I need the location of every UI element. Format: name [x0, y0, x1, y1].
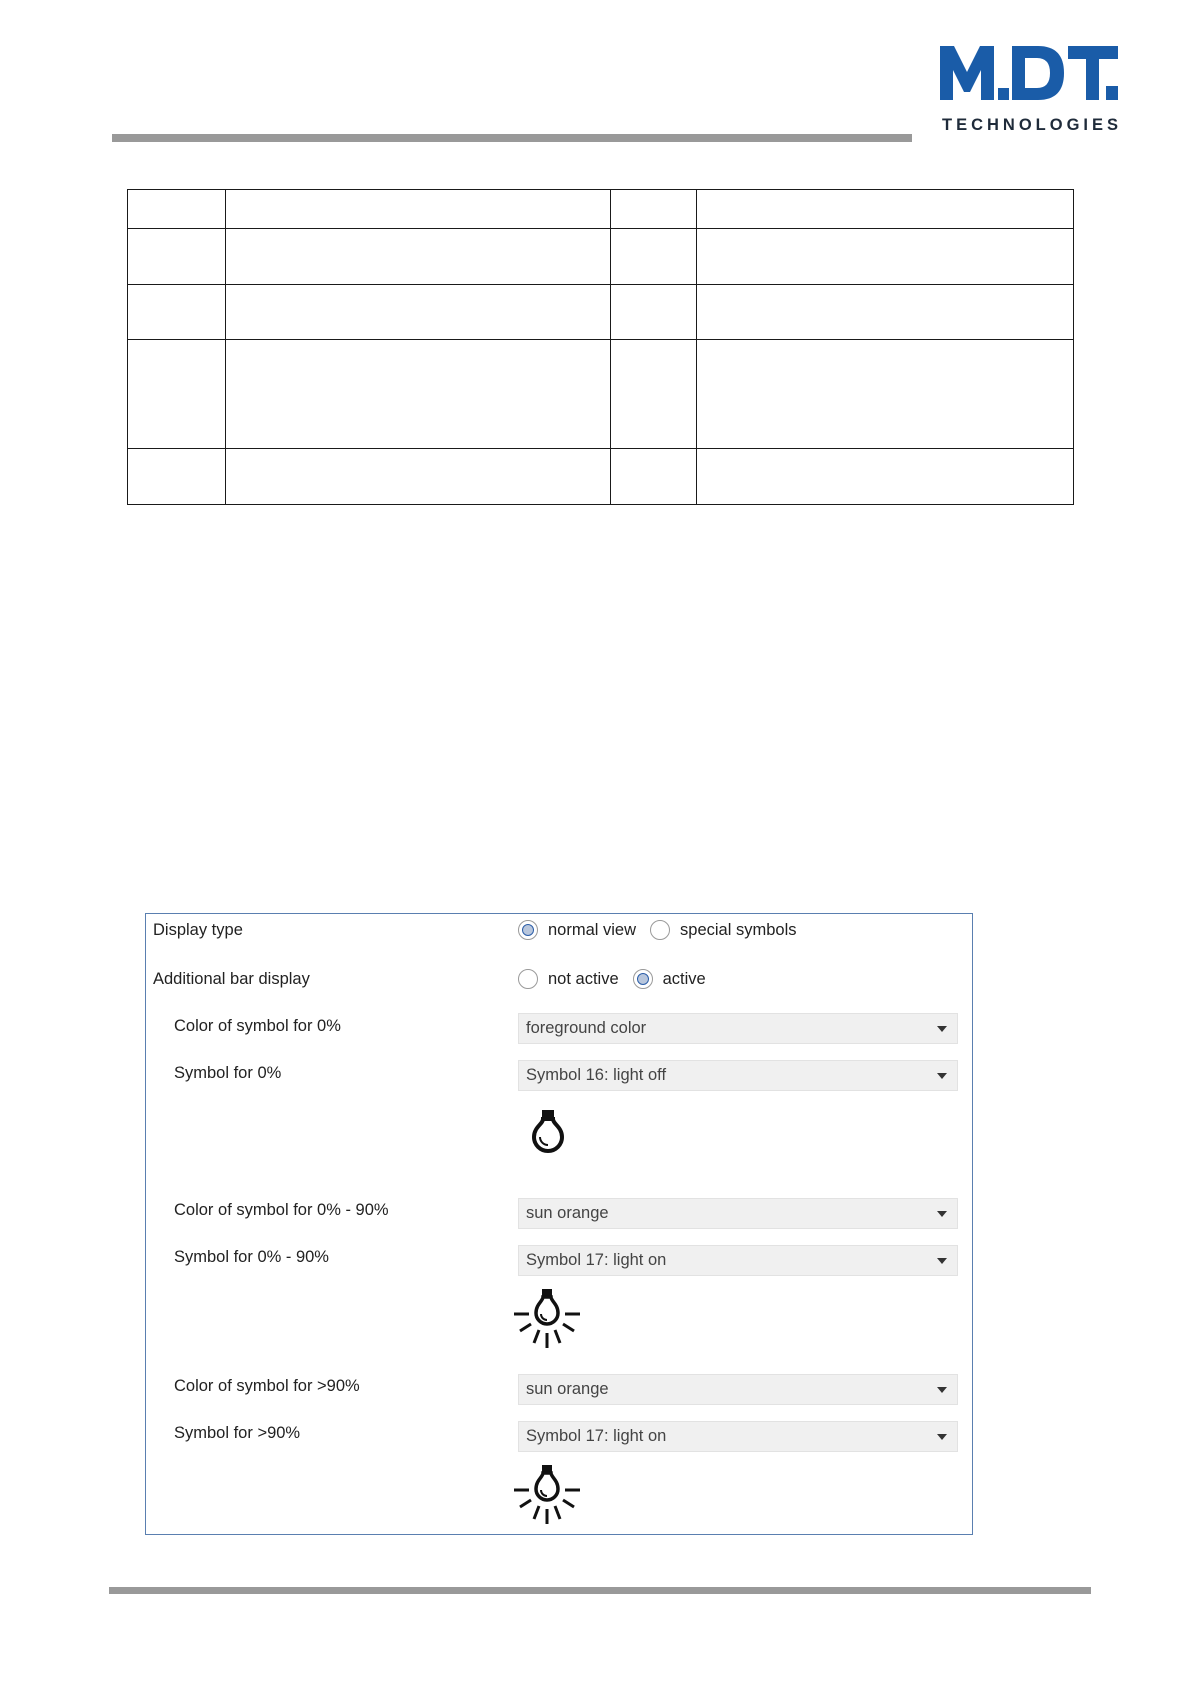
- radio-active[interactable]: [633, 969, 653, 989]
- dropdown-value: Symbol 17: light on: [526, 1427, 667, 1445]
- table-row: [128, 449, 1074, 505]
- color-0-90-dropdown[interactable]: [518, 1198, 958, 1229]
- footer-rule: [109, 1587, 1091, 1594]
- radio-not-active[interactable]: [518, 969, 538, 989]
- symbol-90-label: Symbol for >90%: [174, 1424, 301, 1442]
- radio-normal-view[interactable]: [518, 920, 538, 940]
- table-row: [128, 285, 1074, 340]
- symbol-0-label: Symbol for 0%: [174, 1064, 282, 1082]
- chevron-down-icon: [937, 1258, 947, 1264]
- chevron-down-icon: [937, 1387, 947, 1393]
- additional-bar-display-label: Additional bar display: [153, 970, 310, 988]
- dropdown-value: sun orange: [526, 1380, 609, 1398]
- chevron-down-icon: [937, 1211, 947, 1217]
- parameter-panel: [145, 913, 973, 1535]
- color-0-90-label: Color of symbol for 0% - 90%: [174, 1201, 389, 1219]
- symbol-0-dropdown[interactable]: [518, 1060, 958, 1091]
- logo-wordmark: [940, 42, 1118, 104]
- bulb-on-icon: [512, 1463, 582, 1527]
- mdt-logo: [940, 42, 1123, 134]
- radio-label: not active: [548, 969, 619, 988]
- bulb-on-icon: [512, 1287, 582, 1351]
- symbol-90-dropdown[interactable]: [518, 1421, 958, 1452]
- display-type-radio-group: [518, 920, 811, 940]
- symbol-0-90-dropdown[interactable]: [518, 1245, 958, 1276]
- header-rule: [112, 134, 912, 142]
- color-90-label: Color of symbol for >90%: [174, 1377, 360, 1395]
- chevron-down-icon: [937, 1026, 947, 1032]
- radio-label: special symbols: [680, 920, 797, 939]
- parameter-table: [127, 189, 1074, 505]
- dropdown-value: sun orange: [526, 1204, 609, 1222]
- color-0-dropdown[interactable]: [518, 1013, 958, 1044]
- table-row: [128, 190, 1074, 229]
- bar-display-radio-group: [518, 969, 720, 989]
- table-row: [128, 229, 1074, 285]
- dropdown-value: Symbol 16: light off: [526, 1066, 667, 1084]
- chevron-down-icon: [937, 1434, 947, 1440]
- table-row: [128, 340, 1074, 449]
- color-0-label: Color of symbol for 0%: [174, 1017, 341, 1035]
- logo-subtitle: TECHNOLOGIES: [942, 116, 1123, 134]
- dropdown-value: Symbol 17: light on: [526, 1251, 667, 1269]
- display-type-label: Display type: [153, 921, 243, 939]
- radio-label: normal view: [548, 920, 637, 939]
- symbol-0-90-label: Symbol for 0% - 90%: [174, 1248, 329, 1266]
- color-90-dropdown[interactable]: [518, 1374, 958, 1405]
- radio-label: active: [662, 969, 706, 988]
- dropdown-value: foreground color: [526, 1019, 647, 1037]
- bulb-off-icon: [528, 1107, 568, 1155]
- radio-special-symbols[interactable]: [650, 920, 670, 940]
- chevron-down-icon: [937, 1073, 947, 1079]
